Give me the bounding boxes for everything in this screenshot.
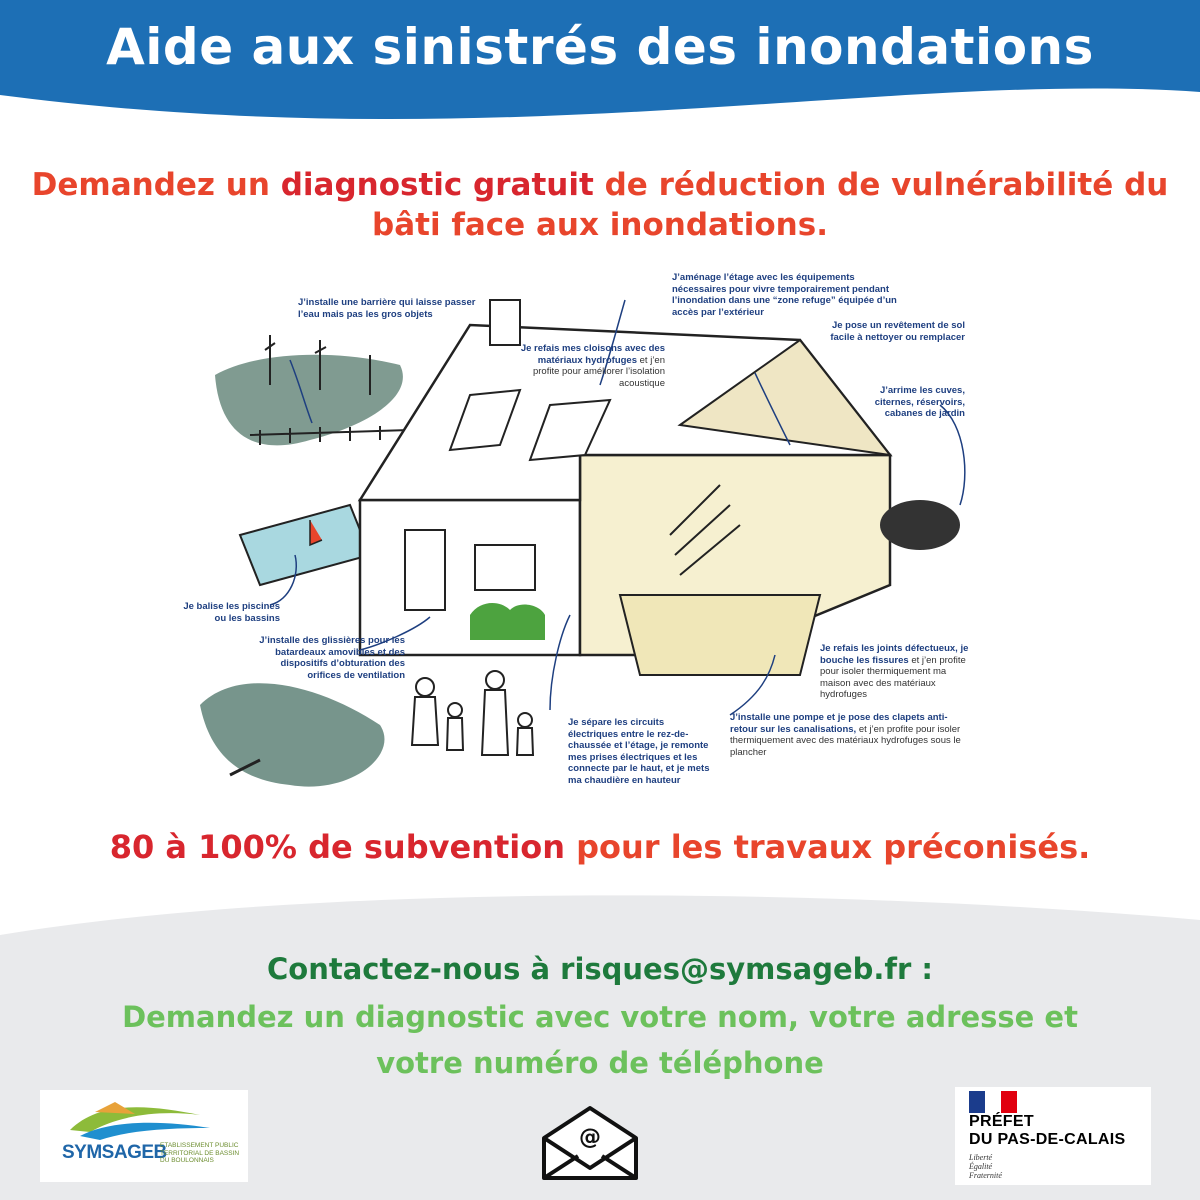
callout-joints: Je refais les joints défectueux, je bouche les fissures et j’en profite pour isoler thermiquement ma maison avec des matériaux hydrofuges [820,643,969,700]
prefet-logo [955,1087,1151,1185]
subsidy-rest: pour les travaux préconisés. [564,828,1091,866]
headline [20,165,1180,245]
callout-partitions: Je refais mes cloisons avec des matériaux hydrofuges et j’en profite pour améliorer l’isolation acoustique [520,343,665,389]
callout-floor-covering: Je pose un revêtement de sol facile à nettoyer ou remplacer [830,320,965,343]
headline-highlight: diagnostic gratuit [280,167,594,203]
symsageb-name: SYMSAGEB [62,1142,167,1163]
callout-refuge-zone: J’aménage l’étage avec les équipements nécessaires pour vivre temporairement pendant l’inondation dans une “zone refuge” équipée d’un accès par l’extérieur [672,272,897,318]
prefet-line2: DU PAS-DE-CALAIS [969,1131,1126,1148]
motto-fraternite: Fraternité [969,1171,1002,1180]
contact-instructions: Demandez un diagnostic avec votre nom, votre adresse et votre numéro de téléphone [122,1000,1078,1080]
headline-part2: de réduction de vulnérabilité du bâti face aux inondations. [372,167,1169,243]
envelope-at-icon [538,1104,642,1184]
callout-electrical: Je sépare les circuits électriques entre le rez-de-chaussée et l’étage, je remonte mes prises électriques et les connecte par le haut, et je mets ma chaudière en hauteur [568,717,710,786]
headline-part1: Demandez un [31,167,281,203]
house-illustration [183,255,1000,815]
callout-pools: Je balise les piscines ou les bassins [183,601,280,624]
contact-email-line: Contactez-nous à risques@symsageb.fr : [266,952,934,986]
subsidy-highlight: 80 à 100% de subvention [109,828,565,866]
prefet-line1: PRÉFET [969,1113,1034,1130]
symsageb-logo-mark [40,1090,248,1182]
motto-egalite: Égalité [969,1162,993,1171]
callout-tanks: J’arrime les cuves, citernes, réservoirs, cabanes de jardin [874,385,965,419]
page-title: Aide aux sinistrés des inondations [106,18,1094,76]
motto-liberte: Liberté [969,1153,993,1162]
callout-barrier: J’installe une barrière qui laisse passer l’eau mais pas les gros objets [298,297,476,320]
french-flag-icon [969,1091,1017,1113]
symsageb-logo [40,1090,248,1182]
svg-text:@: @ [579,1125,601,1150]
callout-pump: J’installe une pompe et je pose des clapets anti-retour sur les canalisations, et j’en profite pour isoler thermiquement avec des matériaux hydrofuges sous le plancher [730,712,961,758]
callout-slides: J’installe des glissières pour les batardeaux amovibles et des dispositifs d’obturation des orifices de ventilation [259,635,405,681]
symsageb-subtitle: ETABLISSEMENT PUBLIC TERRITORIAL DE BASSIN DU BOULONNAIS [160,1142,240,1164]
subsidy-line [0,828,1200,866]
